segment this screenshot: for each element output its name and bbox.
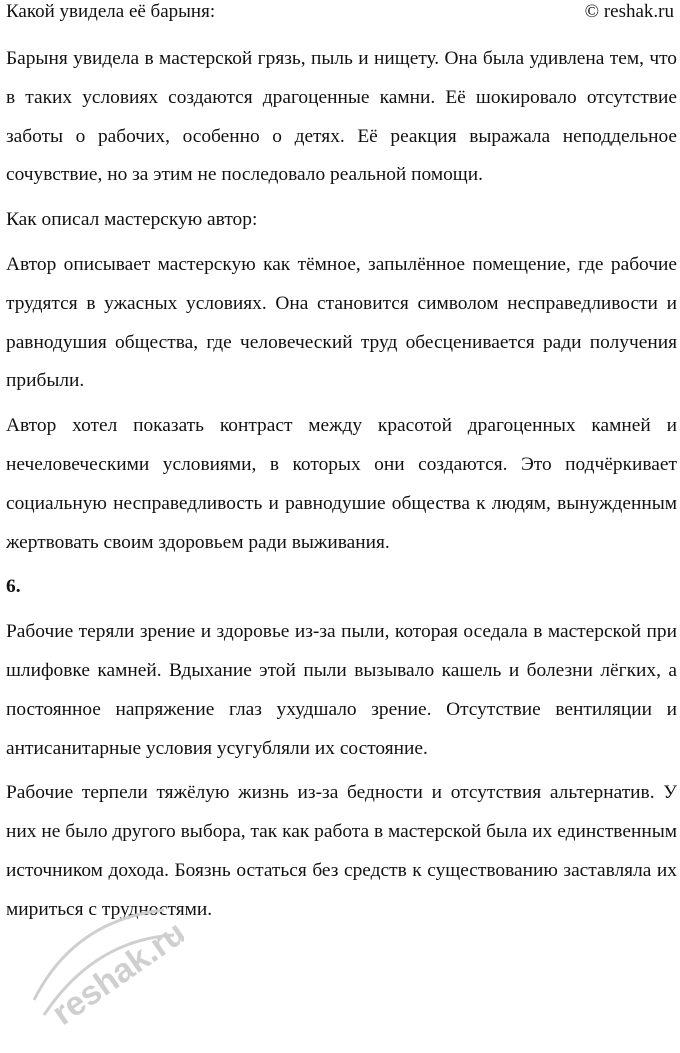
paragraph-lady-reaction: Барыня увидела в мастерской грязь, пыль и нищету. Она была удивлена тем, что в таких условиях создаются драгоценные камни. Её шокировало отсутствие заботы о рабочих, особенно о детях. Её реакция выражала неподдельное сочувствие, но за этим не последовало реальной помощи. xyxy=(6,48,677,186)
paragraph-author-intent: Автор хотел показать контраст между красотой драгоценных камней и нечеловеческими условиями, в которых они создаются. Это подчёркивает социальную несправедливость и равнодушие общества к людям, вынужденным жертвовать своим здоровьем ради выживания. xyxy=(6,415,677,553)
site-credit: © reshak.ru xyxy=(584,1,674,22)
paragraph-workshop-description: Автор описывает мастерскую как тёмное, запылённое помещение, где рабочие трудятся в ужасных условиях. Она становится символом несправедливости и равнодушия общества, где человеческий труд обесценивается ради получения прибыли. xyxy=(6,253,677,392)
page-header xyxy=(6,0,674,26)
question-label-workshop: Как описал мастерскую автор: xyxy=(6,209,258,231)
section-number: 6. xyxy=(6,576,21,598)
header-question-label: Какой увидела её барыня: xyxy=(6,1,216,22)
paragraph-hard-life: Рабочие терпели тяжёлую жизнь из-за бедности и отсутствия альтернатив. У них не было другого выбора, так как работа в мастерской была их единственным источником дохода. Боязнь остаться без средств к существованию заставляла их мириться с трудностями. xyxy=(6,782,677,920)
watermark-text: reshak.ru xyxy=(45,913,184,1030)
answer-content xyxy=(6,40,677,936)
paragraph-health-loss: Рабочие теряли зрение и здоровье из-за пыли, которая оседала в мастерской при шлифовке камней. Вдыхание этой пыли вызывало кашель и болезни лёгких, а постоянное напряжение глаз ухудшало зрение. Отсутствие вентиляции и антисанитарные условия усугубляли их состояние. xyxy=(6,621,677,759)
